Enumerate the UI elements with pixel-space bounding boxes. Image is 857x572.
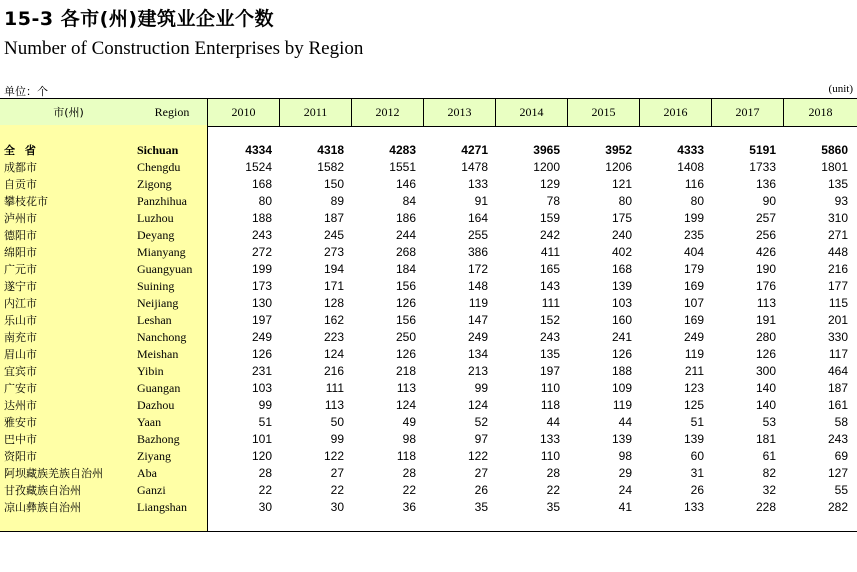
header-year: 2018 [808,105,833,119]
value-cell: 128 [323,296,344,310]
value-cell: 135 [539,347,560,361]
value-cell: 187 [323,211,344,225]
table-bottom-rule [0,531,857,532]
value-cell: 181 [755,432,776,446]
value-cell: 176 [755,279,776,293]
value-cell: 162 [323,313,344,327]
region-name-cn: 自贡市 [4,178,37,191]
region-name-en: Panzhihua [137,194,187,208]
table-row [0,329,857,346]
region-name-en: Suining [137,279,175,293]
value-cell: 53 [762,415,776,429]
value-cell: 110 [540,449,560,463]
value-cell: 235 [683,228,704,242]
value-cell: 84 [402,194,416,208]
value-cell: 126 [611,347,632,361]
table-row [0,159,857,176]
value-cell: 177 [827,279,848,293]
value-cell: 4333 [677,143,704,157]
value-cell: 22 [546,483,560,497]
table-row [0,346,857,363]
region-name-en: Zigong [137,177,172,191]
value-cell: 168 [611,262,632,276]
table-row [0,482,857,499]
value-cell: 426 [755,245,776,259]
value-cell: 4334 [245,143,272,157]
table-row [0,261,857,278]
region-name-cn: 德阳市 [4,229,37,242]
value-cell: 216 [827,262,848,276]
value-cell: 98 [618,449,632,463]
value-cell: 133 [539,432,560,446]
value-cell: 82 [762,466,776,480]
value-cell: 175 [611,211,632,225]
value-cell: 257 [755,211,776,225]
table-row [0,499,857,516]
value-cell: 117 [828,347,848,361]
value-cell: 80 [258,194,272,208]
region-name-cn: 全 省 [4,144,39,157]
table-row [0,193,857,210]
region-name-cn: 遂宁市 [4,280,37,293]
value-cell: 36 [402,500,416,514]
header-year: 2016 [640,99,712,126]
value-cell: 243 [539,330,560,344]
value-cell: 404 [683,245,704,259]
value-cell: 139 [611,279,632,293]
page-title-en: Number of Construction Enterprises by Region [4,38,364,59]
region-name-cn: 眉山市 [4,348,37,361]
table-row [0,227,857,244]
value-cell: 90 [762,194,776,208]
value-cell: 249 [683,330,704,344]
value-cell: 184 [395,262,416,276]
value-cell: 249 [467,330,488,344]
value-cell: 199 [683,211,704,225]
value-cell: 272 [251,245,272,259]
value-cell: 49 [402,415,416,429]
value-cell: 282 [827,500,848,514]
region-name-cn: 凉山彝族自治州 [4,501,81,514]
value-cell: 93 [834,194,848,208]
value-cell: 386 [467,245,488,259]
value-cell: 148 [467,279,488,293]
value-cell: 22 [258,483,272,497]
region-name-en: Mianyang [137,245,186,259]
value-cell: 32 [762,483,776,497]
value-cell: 4271 [461,143,488,157]
value-cell: 126 [755,347,776,361]
value-cell: 156 [395,279,416,293]
value-cell: 50 [330,415,344,429]
table-row [0,312,857,329]
value-cell: 244 [395,228,416,242]
region-name-en: Ganzi [137,483,166,497]
value-cell: 22 [330,483,344,497]
header-year: 2013 [424,99,496,126]
value-cell: 51 [258,415,272,429]
region-name-cn: 乐山市 [4,314,37,327]
region-name-en: Meishan [137,347,179,361]
value-cell: 213 [467,364,488,378]
region-name-en: Guangyuan [137,262,193,276]
value-cell: 107 [683,296,704,310]
value-cell: 1206 [605,160,632,174]
value-cell: 249 [251,330,272,344]
value-cell: 91 [474,194,488,208]
value-cell: 52 [474,415,488,429]
value-cell: 186 [395,211,416,225]
value-cell: 103 [611,296,632,310]
value-cell: 134 [467,347,488,361]
table-row [0,414,857,431]
value-cell: 271 [827,228,848,242]
value-cell: 27 [474,466,488,480]
value-cell: 161 [827,398,848,412]
value-cell: 80 [618,194,632,208]
header-year: 2011 [280,99,352,126]
value-cell: 103 [251,381,272,395]
value-cell: 80 [690,194,704,208]
value-cell: 240 [611,228,632,242]
value-cell: 60 [690,449,704,463]
value-cell: 171 [323,279,344,293]
value-cell: 160 [611,313,632,327]
value-cell: 211 [684,364,704,378]
value-cell: 1582 [317,160,344,174]
value-cell: 120 [251,449,272,463]
value-cell: 111 [325,381,344,395]
value-cell: 330 [827,330,848,344]
value-cell: 201 [827,313,848,327]
value-cell: 172 [467,262,488,276]
value-cell: 402 [611,245,632,259]
value-cell: 1551 [389,160,416,174]
region-name-en: Chengdu [137,160,181,174]
value-cell: 69 [834,449,848,463]
value-cell: 1408 [677,160,704,174]
value-cell: 124 [467,398,488,412]
value-cell: 126 [395,347,416,361]
value-cell: 188 [251,211,272,225]
value-cell: 28 [258,466,272,480]
value-cell: 464 [827,364,848,378]
value-cell: 300 [755,364,776,378]
value-cell: 146 [395,177,416,191]
table-row [0,465,857,482]
region-name-en: Luzhou [137,211,174,225]
region-name-cn: 广安市 [4,382,37,395]
value-cell: 140 [755,381,776,395]
region-name-cn: 巴中市 [4,433,37,446]
region-name-en: Aba [137,466,157,480]
value-cell: 28 [402,466,416,480]
value-cell: 273 [323,245,344,259]
region-name-cn: 资阳市 [4,450,37,463]
value-cell: 150 [323,177,344,191]
value-cell: 119 [468,296,488,310]
region-name-cn: 雅安市 [4,416,37,429]
value-cell: 136 [755,177,776,191]
value-cell: 135 [827,177,848,191]
value-cell: 255 [467,228,488,242]
value-cell: 310 [827,211,848,225]
value-cell: 197 [539,364,560,378]
region-name-en: Liangshan [137,500,187,514]
region-name-en: Deyang [137,228,175,242]
value-cell: 143 [539,279,560,293]
value-cell: 191 [755,313,776,327]
value-cell: 197 [251,313,272,327]
value-cell: 1524 [245,160,272,174]
header-region-cn: 市(州) [53,106,84,119]
table-row [0,380,857,397]
value-cell: 168 [251,177,272,191]
value-cell: 28 [546,466,560,480]
region-name-en: Yibin [137,364,164,378]
header-year: 2015 [568,99,640,126]
value-cell: 99 [330,432,344,446]
value-cell: 22 [402,483,416,497]
region-name-cn: 广元市 [4,263,37,276]
value-cell: 58 [834,415,848,429]
region-name-cn: 泸州市 [4,212,37,225]
value-cell: 27 [330,466,344,480]
value-cell: 111 [541,296,560,310]
value-cell: 241 [611,330,632,344]
value-cell: 110 [540,381,560,395]
value-cell: 169 [683,313,704,327]
region-name-en: Nanchong [137,330,187,344]
unit-label-cn: 单位：个 [4,85,48,98]
value-cell: 190 [755,262,776,276]
value-cell: 1801 [821,160,848,174]
value-cell: 165 [539,262,560,276]
value-cell: 411 [540,245,560,259]
value-cell: 199 [251,262,272,276]
value-cell: 119 [684,347,704,361]
value-cell: 113 [756,296,776,310]
value-cell: 130 [251,296,272,310]
value-cell: 156 [395,313,416,327]
region-name-cn: 宜宾市 [4,365,37,378]
region-name-en: Guangan [137,381,181,395]
header-year: 2010 [208,99,280,126]
value-cell: 280 [755,330,776,344]
value-cell: 35 [546,500,560,514]
value-cell: 223 [323,330,344,344]
value-cell: 133 [467,177,488,191]
value-cell: 123 [683,381,704,395]
value-cell: 242 [539,228,560,242]
value-cell: 126 [395,296,416,310]
table-header [0,98,857,127]
value-cell: 256 [755,228,776,242]
value-cell: 5191 [749,143,776,157]
region-name-en: Bazhong [137,432,180,446]
value-cell: 99 [258,398,272,412]
region-name-cn: 内江市 [4,297,37,310]
region-name-en: Dazhou [137,398,175,412]
value-cell: 125 [683,398,704,412]
value-cell: 216 [323,364,344,378]
table-row [0,278,857,295]
table-row [0,448,857,465]
value-cell: 122 [323,449,344,463]
value-cell: 448 [827,245,848,259]
value-cell: 44 [618,415,632,429]
region-name-cn: 成都市 [4,161,37,174]
region-name-en: Neijiang [137,296,179,310]
value-cell: 133 [683,500,704,514]
value-cell: 1478 [461,160,488,174]
value-cell: 245 [323,228,344,242]
page-title-cn: 15-3 各市(州)建筑业企业个数 [4,8,275,30]
value-cell: 31 [690,466,704,480]
value-cell: 194 [323,262,344,276]
value-cell: 101 [251,432,272,446]
region-name-cn: 达州市 [4,399,37,412]
value-cell: 78 [546,194,560,208]
value-cell: 51 [690,415,704,429]
table-row [0,176,857,193]
value-cell: 26 [474,483,488,497]
table-row [0,295,857,312]
value-cell: 115 [828,296,848,310]
value-cell: 228 [755,500,776,514]
value-cell: 127 [827,466,848,480]
value-cell: 243 [827,432,848,446]
value-cell: 89 [330,194,344,208]
value-cell: 119 [612,398,632,412]
value-cell: 152 [539,313,560,327]
value-cell: 35 [474,500,488,514]
header-region-en: Region [137,99,208,126]
value-cell: 250 [395,330,416,344]
value-cell: 5860 [821,143,848,157]
value-cell: 124 [395,398,416,412]
table-row [0,244,857,261]
value-cell: 140 [755,398,776,412]
value-cell: 116 [684,177,704,191]
value-cell: 169 [683,279,704,293]
header-year: 2014 [496,99,568,126]
value-cell: 243 [251,228,272,242]
value-cell: 164 [467,211,488,225]
value-cell: 139 [683,432,704,446]
value-cell: 41 [618,500,632,514]
value-cell: 179 [683,262,704,276]
value-cell: 122 [467,449,488,463]
header-year: 2012 [352,99,424,126]
value-cell: 98 [402,432,416,446]
value-cell: 231 [251,364,272,378]
value-cell: 129 [539,177,560,191]
value-cell: 139 [611,432,632,446]
region-name-en: Ziyang [137,449,171,463]
value-cell: 188 [611,364,632,378]
value-cell: 124 [323,347,344,361]
value-cell: 4318 [317,143,344,157]
value-cell: 159 [539,211,560,225]
table-row [0,210,857,227]
region-name-en: Leshan [137,313,172,327]
value-cell: 109 [611,381,632,395]
value-cell: 218 [395,364,416,378]
value-cell: 97 [474,432,488,446]
value-cell: 29 [618,466,632,480]
region-name-cn: 阿坝藏族羌族自治州 [4,467,103,480]
value-cell: 1200 [533,160,560,174]
value-cell: 113 [396,381,416,395]
table-row [0,363,857,380]
value-cell: 26 [690,483,704,497]
value-cell: 3952 [605,143,632,157]
value-cell: 121 [611,177,632,191]
unit-label-en: (unit) [828,83,853,95]
value-cell: 30 [258,500,272,514]
value-cell: 118 [396,449,416,463]
value-cell: 24 [618,483,632,497]
header-year: 2017 [712,99,784,126]
value-cell: 173 [251,279,272,293]
region-name-cn: 南充市 [4,331,37,344]
value-cell: 126 [251,347,272,361]
value-cell: 187 [827,381,848,395]
value-cell: 118 [540,398,560,412]
region-name-en: Sichuan [137,143,179,157]
value-cell: 55 [834,483,848,497]
value-cell: 44 [546,415,560,429]
region-name-en: Yaan [137,415,162,429]
value-cell: 113 [324,398,344,412]
region-name-cn: 绵阳市 [4,246,37,259]
value-cell: 61 [762,449,776,463]
region-name-cn: 攀枝花市 [4,195,48,208]
value-cell: 4283 [389,143,416,157]
table-row [0,142,857,159]
value-cell: 30 [330,500,344,514]
value-cell: 268 [395,245,416,259]
value-cell: 1733 [749,160,776,174]
value-cell: 99 [474,381,488,395]
value-cell: 147 [467,313,488,327]
value-cell: 3965 [533,143,560,157]
table-row [0,397,857,414]
region-name-cn: 甘孜藏族自治州 [4,484,81,497]
table-row [0,431,857,448]
